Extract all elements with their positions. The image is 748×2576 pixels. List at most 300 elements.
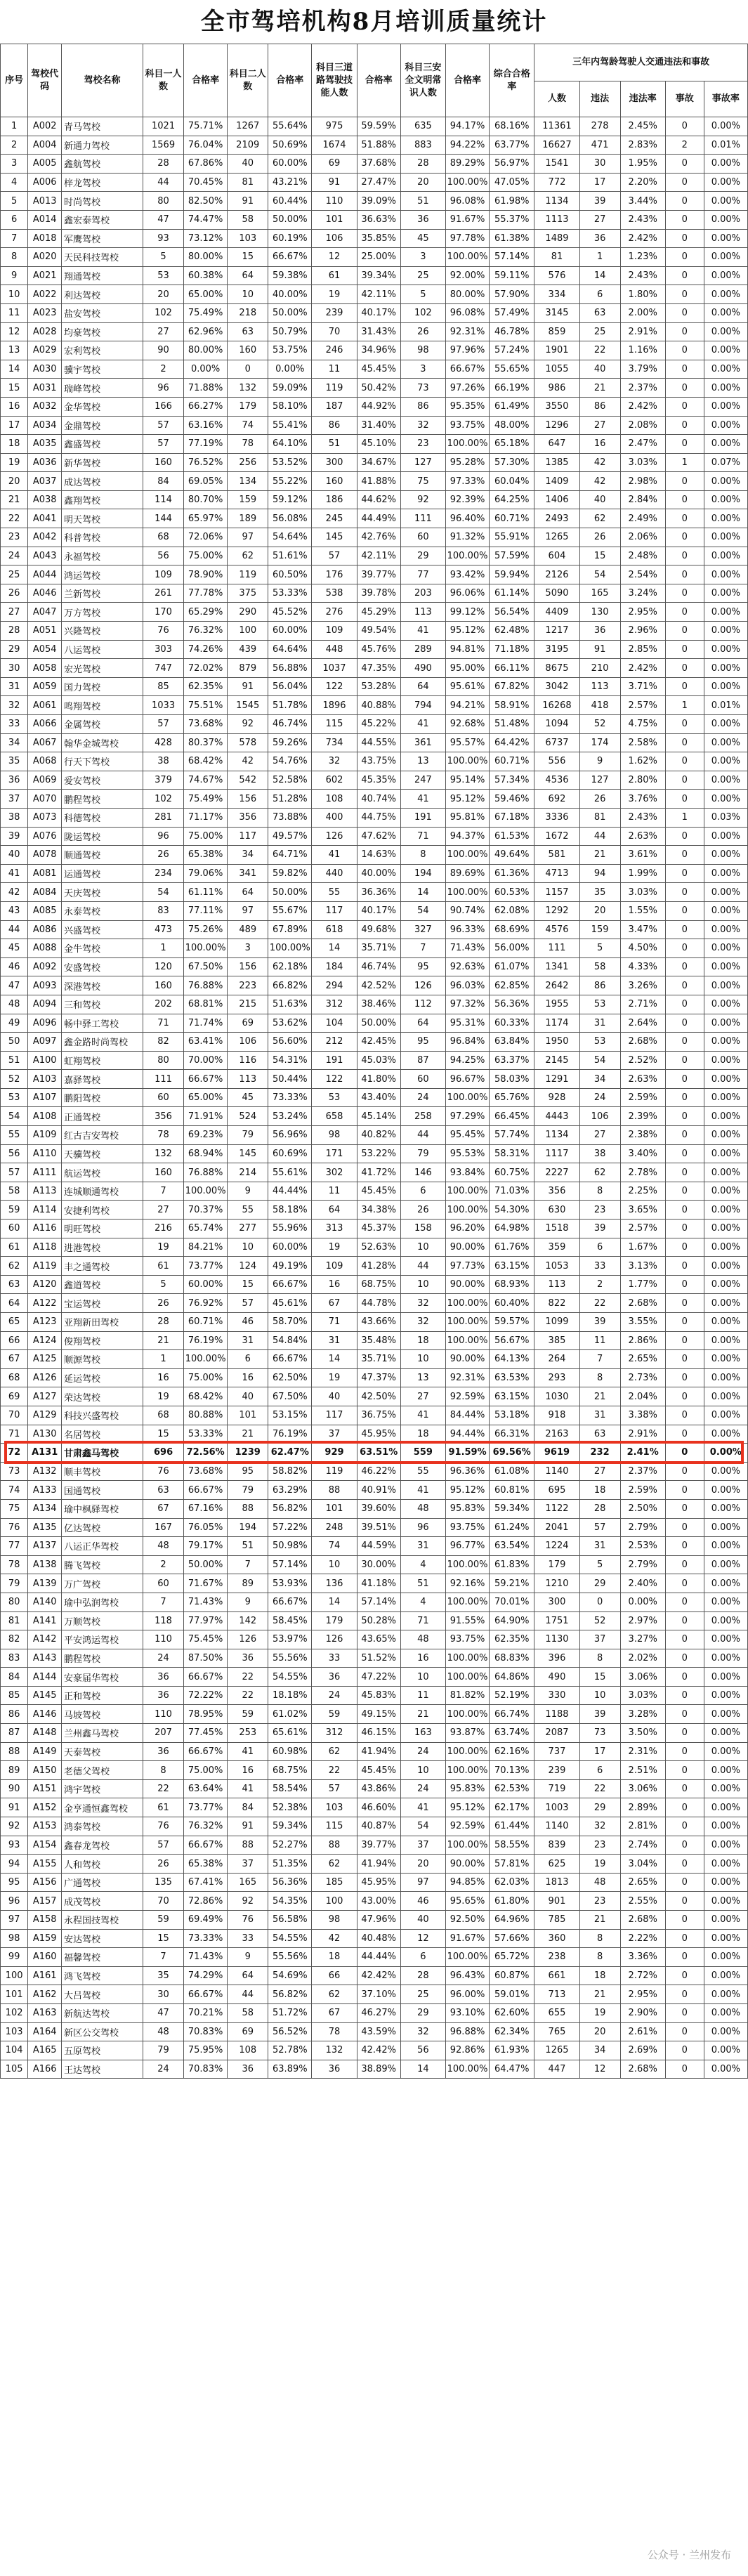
table-row — [1, 472, 748, 491]
cell-k3-safe-rate: 94.44% — [445, 1425, 489, 1444]
cell-accidents: 0 — [665, 1481, 704, 1500]
cell-people: 1265 — [534, 2041, 579, 2060]
cell-k1-rate: 76.52% — [184, 453, 228, 472]
cell-seq: 8 — [1, 248, 28, 267]
cell-accident-rate: 0.00% — [704, 1425, 747, 1444]
cell-k3-road-num: 101 — [312, 1499, 357, 1518]
cell-seq: 31 — [1, 677, 28, 696]
cell-seq: 2 — [1, 136, 28, 155]
cell-k3-safe-num: 6 — [400, 1948, 445, 1967]
cell-k3-road-num: 74 — [312, 1537, 357, 1556]
cell-code: A159 — [28, 1929, 62, 1948]
cell-seq: 96 — [1, 1892, 28, 1911]
cell-accidents: 0 — [665, 1406, 704, 1425]
cell-people: 901 — [534, 1892, 579, 1911]
cell-k3-safe-num: 32 — [400, 1294, 445, 1313]
cell-k3-safe-num: 37 — [400, 1836, 445, 1855]
cell-people: 16268 — [534, 696, 579, 715]
cell-k3-road-rate: 39.09% — [357, 192, 400, 211]
cell-overall-rate: 65.76% — [490, 1088, 534, 1107]
cell-k2-rate: 54.69% — [268, 1966, 312, 1985]
cell-accidents: 1 — [665, 453, 704, 472]
cell-violations: 418 — [579, 696, 620, 715]
cell-seq: 74 — [1, 1481, 28, 1500]
cell-accident-rate: 0.00% — [704, 1033, 747, 1052]
cell-k3-road-rate: 40.00% — [357, 864, 400, 883]
cell-k2-num: 59 — [228, 1705, 268, 1724]
table-row — [1, 2022, 748, 2041]
cell-k1-num: 473 — [143, 920, 184, 939]
cell-k2-num: 63 — [228, 322, 268, 341]
cell-k3-safe-num: 29 — [400, 547, 445, 565]
cell-code: A081 — [28, 864, 62, 883]
cell-name: 新区公交驾校 — [62, 2022, 143, 2041]
cell-people: 713 — [534, 1985, 579, 2004]
cell-name: 瑜中枫驿驾校 — [62, 1499, 143, 1518]
cell-violations: 91 — [579, 640, 620, 659]
cell-k1-rate: 73.77% — [184, 1798, 228, 1817]
cell-k1-num: 80 — [143, 1051, 184, 1070]
cell-overall-rate: 66.19% — [490, 379, 534, 398]
table-row — [1, 1201, 748, 1220]
cell-k1-num: 54 — [143, 883, 184, 902]
cell-k3-safe-num: 3 — [400, 248, 445, 267]
cell-k3-safe-num: 10 — [400, 1275, 445, 1294]
cell-k2-num: 10 — [228, 285, 268, 304]
cell-name: 陇运驾校 — [62, 827, 143, 846]
cell-k1-num: 135 — [143, 1873, 184, 1892]
cell-k2-num: 879 — [228, 659, 268, 678]
cell-accidents: 0 — [665, 1220, 704, 1238]
cell-k1-num: 61 — [143, 1257, 184, 1276]
cell-k1-rate: 80.88% — [184, 1406, 228, 1425]
cell-accident-rate: 0.00% — [704, 2060, 747, 2079]
cell-people: 293 — [534, 1368, 579, 1387]
cell-accidents: 0 — [665, 1257, 704, 1276]
cell-seq: 78 — [1, 1555, 28, 1574]
cell-k2-num: 100 — [228, 622, 268, 641]
cell-k3-safe-rate: 96.00% — [445, 1985, 489, 2004]
cell-k3-safe-num: 6 — [400, 1182, 445, 1201]
cell-k2-rate: 54.55% — [268, 1929, 312, 1948]
cell-k1-num: 132 — [143, 1144, 184, 1163]
cell-overall-rate: 60.33% — [490, 1014, 534, 1033]
cell-name: 畅中驿工驾校 — [62, 1014, 143, 1033]
cell-accidents: 0 — [665, 416, 704, 435]
cell-k3-road-num: 18 — [312, 1948, 357, 1967]
cell-violation-rate: 4.75% — [620, 715, 665, 734]
cell-k2-rate: 66.67% — [268, 1350, 312, 1369]
cell-overall-rate: 66.45% — [490, 1107, 534, 1126]
cell-overall-rate: 71.03% — [490, 1182, 534, 1201]
cell-k3-road-rate: 35.71% — [357, 1350, 400, 1369]
cell-violation-rate: 2.65% — [620, 1873, 665, 1892]
cell-k3-safe-num: 45 — [400, 229, 445, 248]
cell-k2-rate: 56.88% — [268, 659, 312, 678]
table-row — [1, 640, 748, 659]
cell-k2-num: 51 — [228, 1537, 268, 1556]
cell-k3-safe-num: 14 — [400, 2060, 445, 2079]
cell-code: A020 — [28, 248, 62, 267]
cell-k1-num: 56 — [143, 547, 184, 565]
cell-code: A030 — [28, 360, 62, 379]
cell-people: 2126 — [534, 565, 579, 584]
cell-k2-rate: 40.00% — [268, 285, 312, 304]
cell-k3-safe-rate: 90.00% — [445, 1275, 489, 1294]
cell-k1-num: 167 — [143, 1518, 184, 1537]
cell-accident-rate: 0.00% — [704, 790, 747, 809]
cell-code: A067 — [28, 733, 62, 752]
cell-violations: 20 — [579, 2022, 620, 2041]
table-row — [1, 1966, 748, 1985]
cell-code: A037 — [28, 472, 62, 491]
cell-violation-rate: 3.38% — [620, 1406, 665, 1425]
cell-violations: 21 — [579, 846, 620, 865]
table-row — [1, 846, 748, 865]
cell-violation-rate: 3.61% — [620, 846, 665, 865]
cell-k3-safe-num: 64 — [400, 1014, 445, 1033]
cell-k3-safe-num: 54 — [400, 901, 445, 920]
cell-overall-rate: 63.53% — [490, 1368, 534, 1387]
col-header-k1-num: 科目一人数 — [143, 44, 184, 117]
cell-k3-safe-rate: 100.00% — [445, 1182, 489, 1201]
cell-k3-safe-num: 79 — [400, 1144, 445, 1163]
cell-k2-rate: 52.58% — [268, 771, 312, 790]
cell-seq: 65 — [1, 1313, 28, 1332]
cell-k2-num: 116 — [228, 1051, 268, 1070]
cell-k3-road-rate: 40.48% — [357, 1929, 400, 1948]
cell-accidents: 0 — [665, 1331, 704, 1350]
cell-k1-num: 160 — [143, 453, 184, 472]
cell-k3-safe-num: 490 — [400, 659, 445, 678]
cell-k3-safe-num: 28 — [400, 155, 445, 174]
cell-violation-rate: 2.86% — [620, 1331, 665, 1350]
cell-code: A006 — [28, 173, 62, 192]
cell-k1-num: 57 — [143, 1836, 184, 1855]
cell-k1-rate: 70.83% — [184, 2022, 228, 2041]
cell-k1-rate: 66.67% — [184, 1668, 228, 1687]
cell-seq: 101 — [1, 1985, 28, 2004]
cell-k3-safe-rate: 97.32% — [445, 995, 489, 1014]
cell-overall-rate: 47.05% — [490, 173, 534, 192]
cell-accident-rate: 0.00% — [704, 1761, 747, 1780]
cell-k3-safe-num: 21 — [400, 1705, 445, 1724]
cell-k3-road-num: 106 — [312, 229, 357, 248]
table-row — [1, 1406, 748, 1425]
watermark: 公众号 · 兰州发布 — [643, 2546, 735, 2563]
table-row — [1, 677, 748, 696]
cell-k3-road-num: 184 — [312, 957, 357, 976]
col-header-k2-num: 科目二人数 — [228, 44, 268, 117]
cell-violation-rate: 2.90% — [620, 2003, 665, 2022]
cell-seq: 73 — [1, 1462, 28, 1481]
cell-k3-safe-num: 14 — [400, 883, 445, 902]
cell-k1-rate: 70.45% — [184, 173, 228, 192]
cell-overall-rate: 66.31% — [490, 1425, 534, 1444]
cell-people: 1030 — [534, 1387, 579, 1406]
cell-code: A013 — [28, 192, 62, 211]
cell-k3-safe-num: 794 — [400, 696, 445, 715]
table-row — [1, 1294, 748, 1313]
cell-violation-rate: 3.47% — [620, 920, 665, 939]
cell-code: A014 — [28, 210, 62, 229]
cell-people: 359 — [534, 1238, 579, 1257]
cell-k1-rate: 67.50% — [184, 957, 228, 976]
cell-overall-rate: 56.36% — [490, 995, 534, 1014]
cell-violations: 6 — [579, 1238, 620, 1257]
cell-violation-rate: 3.36% — [620, 1948, 665, 1967]
cell-accident-rate: 0.00% — [704, 584, 747, 603]
col-header-people: 人数 — [534, 81, 579, 117]
cell-k3-safe-num: 112 — [400, 995, 445, 1014]
cell-k3-road-num: 12 — [312, 248, 357, 267]
cell-k3-safe-num: 92 — [400, 490, 445, 509]
table-row — [1, 435, 748, 454]
cell-code: A139 — [28, 1574, 62, 1593]
cell-k3-safe-rate: 90.00% — [445, 1350, 489, 1369]
cell-seq: 42 — [1, 883, 28, 902]
cell-violations: 26 — [579, 528, 620, 547]
cell-k1-num: 68 — [143, 1406, 184, 1425]
cell-accident-rate: 0.00% — [704, 1817, 747, 1836]
cell-violations: 29 — [579, 1798, 620, 1817]
table-row — [1, 883, 748, 902]
cell-k3-safe-rate: 100.00% — [445, 1294, 489, 1313]
cell-k2-num: 106 — [228, 1033, 268, 1052]
cell-overall-rate: 56.54% — [490, 603, 534, 622]
cell-accidents: 0 — [665, 266, 704, 285]
cell-k1-num: 22 — [143, 1779, 184, 1798]
cell-violation-rate: 2.71% — [620, 995, 665, 1014]
cell-violation-rate: 2.68% — [620, 1911, 665, 1930]
cell-k3-road-num: 179 — [312, 1611, 357, 1630]
cell-k3-safe-num: 41 — [400, 622, 445, 641]
cell-k2-rate: 56.52% — [268, 2022, 312, 2041]
cell-people: 3550 — [534, 397, 579, 416]
cell-violation-rate: 2.55% — [620, 1892, 665, 1911]
cell-name: 荣达驾校 — [62, 1387, 143, 1406]
cell-code: A093 — [28, 976, 62, 995]
cell-accidents: 0 — [665, 1593, 704, 1611]
cell-violations: 36 — [579, 622, 620, 641]
table-row — [1, 210, 748, 229]
cell-violations: 12 — [579, 2060, 620, 2079]
cell-k2-rate: 73.88% — [268, 808, 312, 827]
cell-k3-road-num: 24 — [312, 1686, 357, 1705]
cell-people: 4536 — [534, 771, 579, 790]
cell-k3-safe-rate: 93.42% — [445, 565, 489, 584]
cell-k3-safe-rate: 95.53% — [445, 1144, 489, 1163]
cell-name: 鹏阳驾校 — [62, 1088, 143, 1107]
cell-k1-rate: 68.81% — [184, 995, 228, 1014]
cell-accidents: 0 — [665, 360, 704, 379]
cell-k3-road-rate: 14.63% — [357, 846, 400, 865]
cell-k3-safe-num: 559 — [400, 1444, 445, 1463]
cell-accidents: 0 — [665, 790, 704, 809]
cell-violations: 54 — [579, 1051, 620, 1070]
cell-k2-num: 6 — [228, 1350, 268, 1369]
cell-k2-num: 142 — [228, 1611, 268, 1630]
cell-k3-safe-rate: 92.68% — [445, 715, 489, 734]
cell-seq: 39 — [1, 827, 28, 846]
table-row — [1, 733, 748, 752]
col-header-k3-road-num: 科目三道路驾驶技能人数 — [312, 44, 357, 117]
cell-overall-rate: 64.47% — [490, 2060, 534, 2079]
cell-code: A031 — [28, 379, 62, 398]
cell-seq: 47 — [1, 976, 28, 995]
cell-k3-safe-num: 41 — [400, 715, 445, 734]
cell-name: 顺源驾校 — [62, 1350, 143, 1369]
cell-seq: 90 — [1, 1779, 28, 1798]
table-row — [1, 1574, 748, 1593]
cell-code: A073 — [28, 808, 62, 827]
cell-code: A051 — [28, 622, 62, 641]
cell-overall-rate: 63.77% — [490, 136, 534, 155]
cell-accidents: 0 — [665, 603, 704, 622]
cell-k3-road-rate: 25.00% — [357, 248, 400, 267]
col-header-code: 驾校代码 — [28, 44, 62, 117]
cell-k3-safe-rate: 92.86% — [445, 2041, 489, 2060]
cell-violation-rate: 2.43% — [620, 210, 665, 229]
cell-accident-rate: 0.00% — [704, 266, 747, 285]
cell-accident-rate: 0.00% — [704, 2022, 747, 2041]
cell-accidents: 0 — [665, 1444, 704, 1463]
cell-k2-rate: 67.50% — [268, 1387, 312, 1406]
cell-k1-num: 80 — [143, 192, 184, 211]
cell-k2-num: 88 — [228, 1499, 268, 1518]
cell-k3-road-rate: 37.10% — [357, 1985, 400, 2004]
cell-k3-road-num: 11 — [312, 360, 357, 379]
cell-code: A118 — [28, 1238, 62, 1257]
cell-violation-rate: 2.42% — [620, 229, 665, 248]
cell-seq: 12 — [1, 322, 28, 341]
cell-accident-rate: 0.00% — [704, 397, 747, 416]
cell-code: A120 — [28, 1275, 62, 1294]
cell-people: 360 — [534, 1929, 579, 1948]
cell-k3-road-rate: 43.66% — [357, 1313, 400, 1332]
cell-code: A043 — [28, 547, 62, 565]
cell-k3-safe-num: 102 — [400, 303, 445, 322]
cell-people: 1055 — [534, 360, 579, 379]
cell-violations: 278 — [579, 117, 620, 136]
cell-name: 均豪驾校 — [62, 322, 143, 341]
cell-violation-rate: 2.74% — [620, 1836, 665, 1855]
cell-k1-num: 83 — [143, 901, 184, 920]
cell-k3-safe-rate: 84.44% — [445, 1406, 489, 1425]
cell-accident-rate: 0.00% — [704, 490, 747, 509]
cell-seq: 50 — [1, 1033, 28, 1052]
cell-violation-rate: 0.00% — [620, 1593, 665, 1611]
cell-k1-rate: 72.56% — [184, 1444, 228, 1463]
cell-k3-safe-rate: 93.75% — [445, 1630, 489, 1649]
cell-accident-rate: 0.00% — [704, 285, 747, 304]
cell-k1-rate: 100.00% — [184, 939, 228, 958]
cell-k2-rate: 53.15% — [268, 1406, 312, 1425]
cell-people: 1134 — [534, 1126, 579, 1145]
cell-k2-num: 124 — [228, 1257, 268, 1276]
cell-k2-rate: 55.56% — [268, 1649, 312, 1668]
cell-overall-rate: 60.71% — [490, 509, 534, 528]
cell-k3-road-num: 145 — [312, 528, 357, 547]
cell-accident-rate: 0.00% — [704, 360, 747, 379]
cell-k3-road-rate: 50.42% — [357, 379, 400, 398]
cell-k3-road-rate: 43.65% — [357, 1630, 400, 1649]
cell-accidents: 0 — [665, 1705, 704, 1724]
cell-k1-num: 261 — [143, 584, 184, 603]
cell-k1-rate: 68.42% — [184, 1387, 228, 1406]
cell-overall-rate: 55.91% — [490, 528, 534, 547]
cell-violation-rate: 2.79% — [620, 1555, 665, 1574]
cell-k3-road-num: 62 — [312, 1985, 357, 2004]
cell-k2-rate: 54.84% — [268, 1331, 312, 1350]
cell-overall-rate: 63.15% — [490, 1387, 534, 1406]
cell-people: 1188 — [534, 1705, 579, 1724]
cell-name: 金属驾校 — [62, 715, 143, 734]
cell-k1-rate: 76.32% — [184, 622, 228, 641]
cell-k3-road-rate: 50.28% — [357, 1611, 400, 1630]
cell-violation-rate: 2.95% — [620, 1985, 665, 2004]
cell-k2-rate: 63.89% — [268, 2060, 312, 2079]
cell-k3-road-rate: 47.22% — [357, 1668, 400, 1687]
cell-people: 1341 — [534, 957, 579, 976]
cell-name: 鸿宇驾校 — [62, 1779, 143, 1798]
cell-code: A038 — [28, 490, 62, 509]
cell-people: 1210 — [534, 1574, 579, 1593]
cell-seq: 49 — [1, 1014, 28, 1033]
cell-k3-safe-num: 27 — [400, 1387, 445, 1406]
table-row — [1, 303, 748, 322]
cell-k2-rate: 49.19% — [268, 1257, 312, 1276]
cell-k3-safe-num: 20 — [400, 1855, 445, 1874]
table-row — [1, 995, 748, 1014]
cell-people: 4576 — [534, 920, 579, 939]
cell-k3-road-num: 61 — [312, 266, 357, 285]
cell-name: 骥宇驾校 — [62, 360, 143, 379]
cell-k3-road-rate: 44.92% — [357, 397, 400, 416]
cell-accidents: 0 — [665, 1144, 704, 1163]
cell-k3-road-rate: 43.40% — [357, 1088, 400, 1107]
cell-accidents: 0 — [665, 1555, 704, 1574]
cell-name: 鑫道驾校 — [62, 1275, 143, 1294]
cell-k1-num: 118 — [143, 1611, 184, 1630]
cell-k3-safe-rate: 96.08% — [445, 192, 489, 211]
cell-overall-rate: 49.64% — [490, 846, 534, 865]
cell-k2-num: 79 — [228, 1481, 268, 1500]
cell-accident-rate: 0.00% — [704, 1331, 747, 1350]
cell-code: A068 — [28, 752, 62, 771]
cell-k1-num: 170 — [143, 603, 184, 622]
cell-accidents: 0 — [665, 640, 704, 659]
cell-k2-rate: 64.10% — [268, 435, 312, 454]
cell-seq: 88 — [1, 1742, 28, 1761]
cell-k3-safe-rate: 92.59% — [445, 1817, 489, 1836]
cell-seq: 82 — [1, 1630, 28, 1649]
table-row — [1, 1873, 748, 1892]
cell-k3-safe-rate: 100.00% — [445, 1555, 489, 1574]
cell-k3-safe-rate: 95.83% — [445, 1779, 489, 1798]
cell-violations: 8 — [579, 1368, 620, 1387]
cell-k2-num: 156 — [228, 957, 268, 976]
cell-violation-rate: 2.78% — [620, 1163, 665, 1182]
cell-k3-safe-rate: 89.69% — [445, 864, 489, 883]
cell-seq: 17 — [1, 416, 28, 435]
cell-accident-rate: 0.00% — [704, 1126, 747, 1145]
cell-k3-road-num: 171 — [312, 1144, 357, 1163]
cell-k1-rate: 65.38% — [184, 846, 228, 865]
cell-k3-road-num: 67 — [312, 2003, 357, 2022]
cell-k3-safe-rate: 80.00% — [445, 285, 489, 304]
cell-code: A161 — [28, 1966, 62, 1985]
